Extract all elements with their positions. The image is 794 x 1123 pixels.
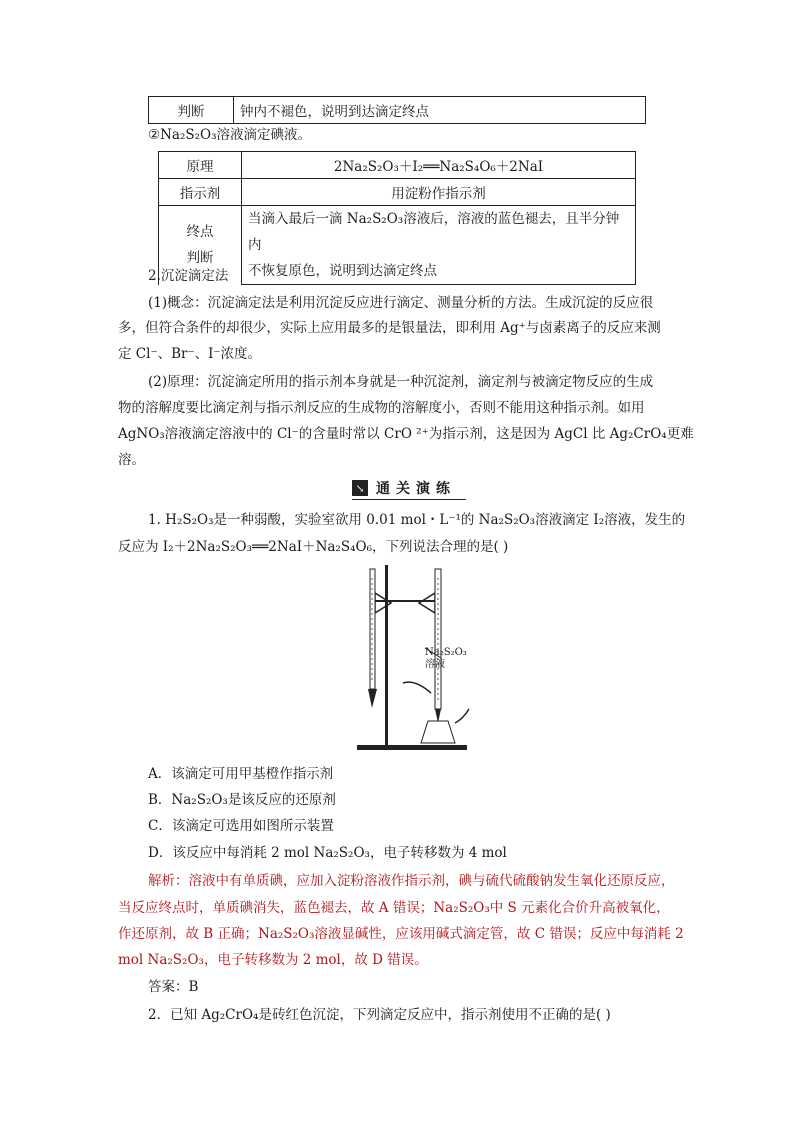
table-cell-content: 钟内不褪色，说明到达滴定终点 <box>234 97 646 124</box>
label-line: 判断 <box>186 250 214 267</box>
paragraph-line: (1)概念：沉淀滴定法是利用沉淀反应进行滴定、测量分析的方法。生成沉淀的反应很 <box>148 295 654 311</box>
question-2: 2．已知 Ag₂CrO₄是砖红色沉淀，下列滴定反应中，指示剂使用不正确的是( ) <box>148 1007 611 1023</box>
option-d: D．该反应中每消耗 2 mol Na₂S₂O₃，电子转移数为 4 mol <box>148 845 507 861</box>
option-a: A．该滴定可用甲基橙作指示剂 <box>148 766 334 782</box>
practice-title: 通关演练 <box>376 481 456 497</box>
analysis-line: 解析：溶液中有单质碘，应加入淀粉溶液作指示剂，碘与硫代硫酸钠发生氧化还原反应， <box>148 873 675 889</box>
paragraph-line: 溶。 <box>118 452 145 468</box>
question-line: 反应为 I₂＋2Na₂S₂O₃══2NaI＋Na₂S₄O₆，下列说法合理的是( ) <box>118 539 509 555</box>
content-line: 不恢复原色，说明到达滴定终点 <box>248 263 437 279</box>
analysis-line: mol Na₂S₂O₃，电子转移数为 2 mol，故 D 错误。 <box>118 952 428 968</box>
paragraph-line: 物的溶解度要比滴定剂与指示剂反应的生成物的溶解度小，否则不能用这种指示剂。如用 <box>118 400 645 416</box>
subheading: ②Na₂S₂O₃溶液滴定碘液。 <box>148 127 312 143</box>
table-cell-content: 2Na₂S₂O₃＋I₂══Na₂S₄O₆＋2NaI <box>242 152 636 179</box>
option-b: B．Na₂S₂O₃是该反应的还原剂 <box>148 792 336 808</box>
table-iodometry <box>158 151 636 285</box>
analysis-line: 作还原剂，故 B 正确；Na₂S₂O₃溶液显碱性，应该用碱式滴定管，故 C 错误；反应中每消耗 2 <box>118 926 684 942</box>
label-line: 终点 <box>186 224 214 241</box>
figure-label-line: 溶液 <box>425 659 445 670</box>
table-judgement <box>148 96 646 124</box>
paragraph-line: (2)原理：沉淀滴定所用的指示剂本身就是一种沉淀剂，滴定剂与被滴定物反应的生成 <box>148 374 654 390</box>
paragraph-line: 定 Cl⁻、Br⁻、I⁻浓度。 <box>118 346 262 362</box>
practice-heading <box>352 477 466 500</box>
content-line: 当滴入最后一滴 Na₂S₂O₃溶液后，溶液的蓝色褪去，且半分钟内 <box>248 211 620 253</box>
conical-flask <box>421 721 455 743</box>
table-cell-label: 指示剂 <box>159 179 242 206</box>
table-cell-content: 用淀粉作指示剂 <box>242 179 636 206</box>
answer: 答案：B <box>148 979 199 995</box>
arrow-icon: ↘ <box>352 480 368 496</box>
option-c: C．该滴定可选用如图所示装置 <box>148 818 334 834</box>
paragraph-line: AgNO₃溶液滴定溶液中的 Cl⁻的含量时常以 CrO ²⁺为指示剂，这是因为 AgCl 比 Ag₂CrO₄更难 <box>118 426 694 442</box>
section-heading: 2.沉淀滴定法 <box>148 268 229 284</box>
figure-label-line: Na₂S₂O₃ <box>425 647 467 658</box>
figure-label <box>425 647 467 671</box>
paragraph-line: 多，但符合条件的却很少，实际上应用最多的是银量法，即利用 Ag⁺与卤素离子的反应来测 <box>118 320 661 336</box>
analysis-line: 当反应终点时，单质碘消失，蓝色褪去，故 A 错误；Na₂S₂O₃中 S 元素化合价升高被氧化， <box>118 900 670 916</box>
stand-base <box>357 745 467 750</box>
table-cell-label: 判断 <box>149 97 234 124</box>
question-line: 1. H₂S₂O₃是一种弱酸，实验室欲用 0.01 mol・L⁻¹的 Na₂S₂O₃溶液滴定 I₂溶液，发生的 <box>148 512 686 528</box>
table-cell-label: 原理 <box>159 152 242 179</box>
titration-figure <box>355 563 475 753</box>
stand-rod <box>385 565 388 747</box>
